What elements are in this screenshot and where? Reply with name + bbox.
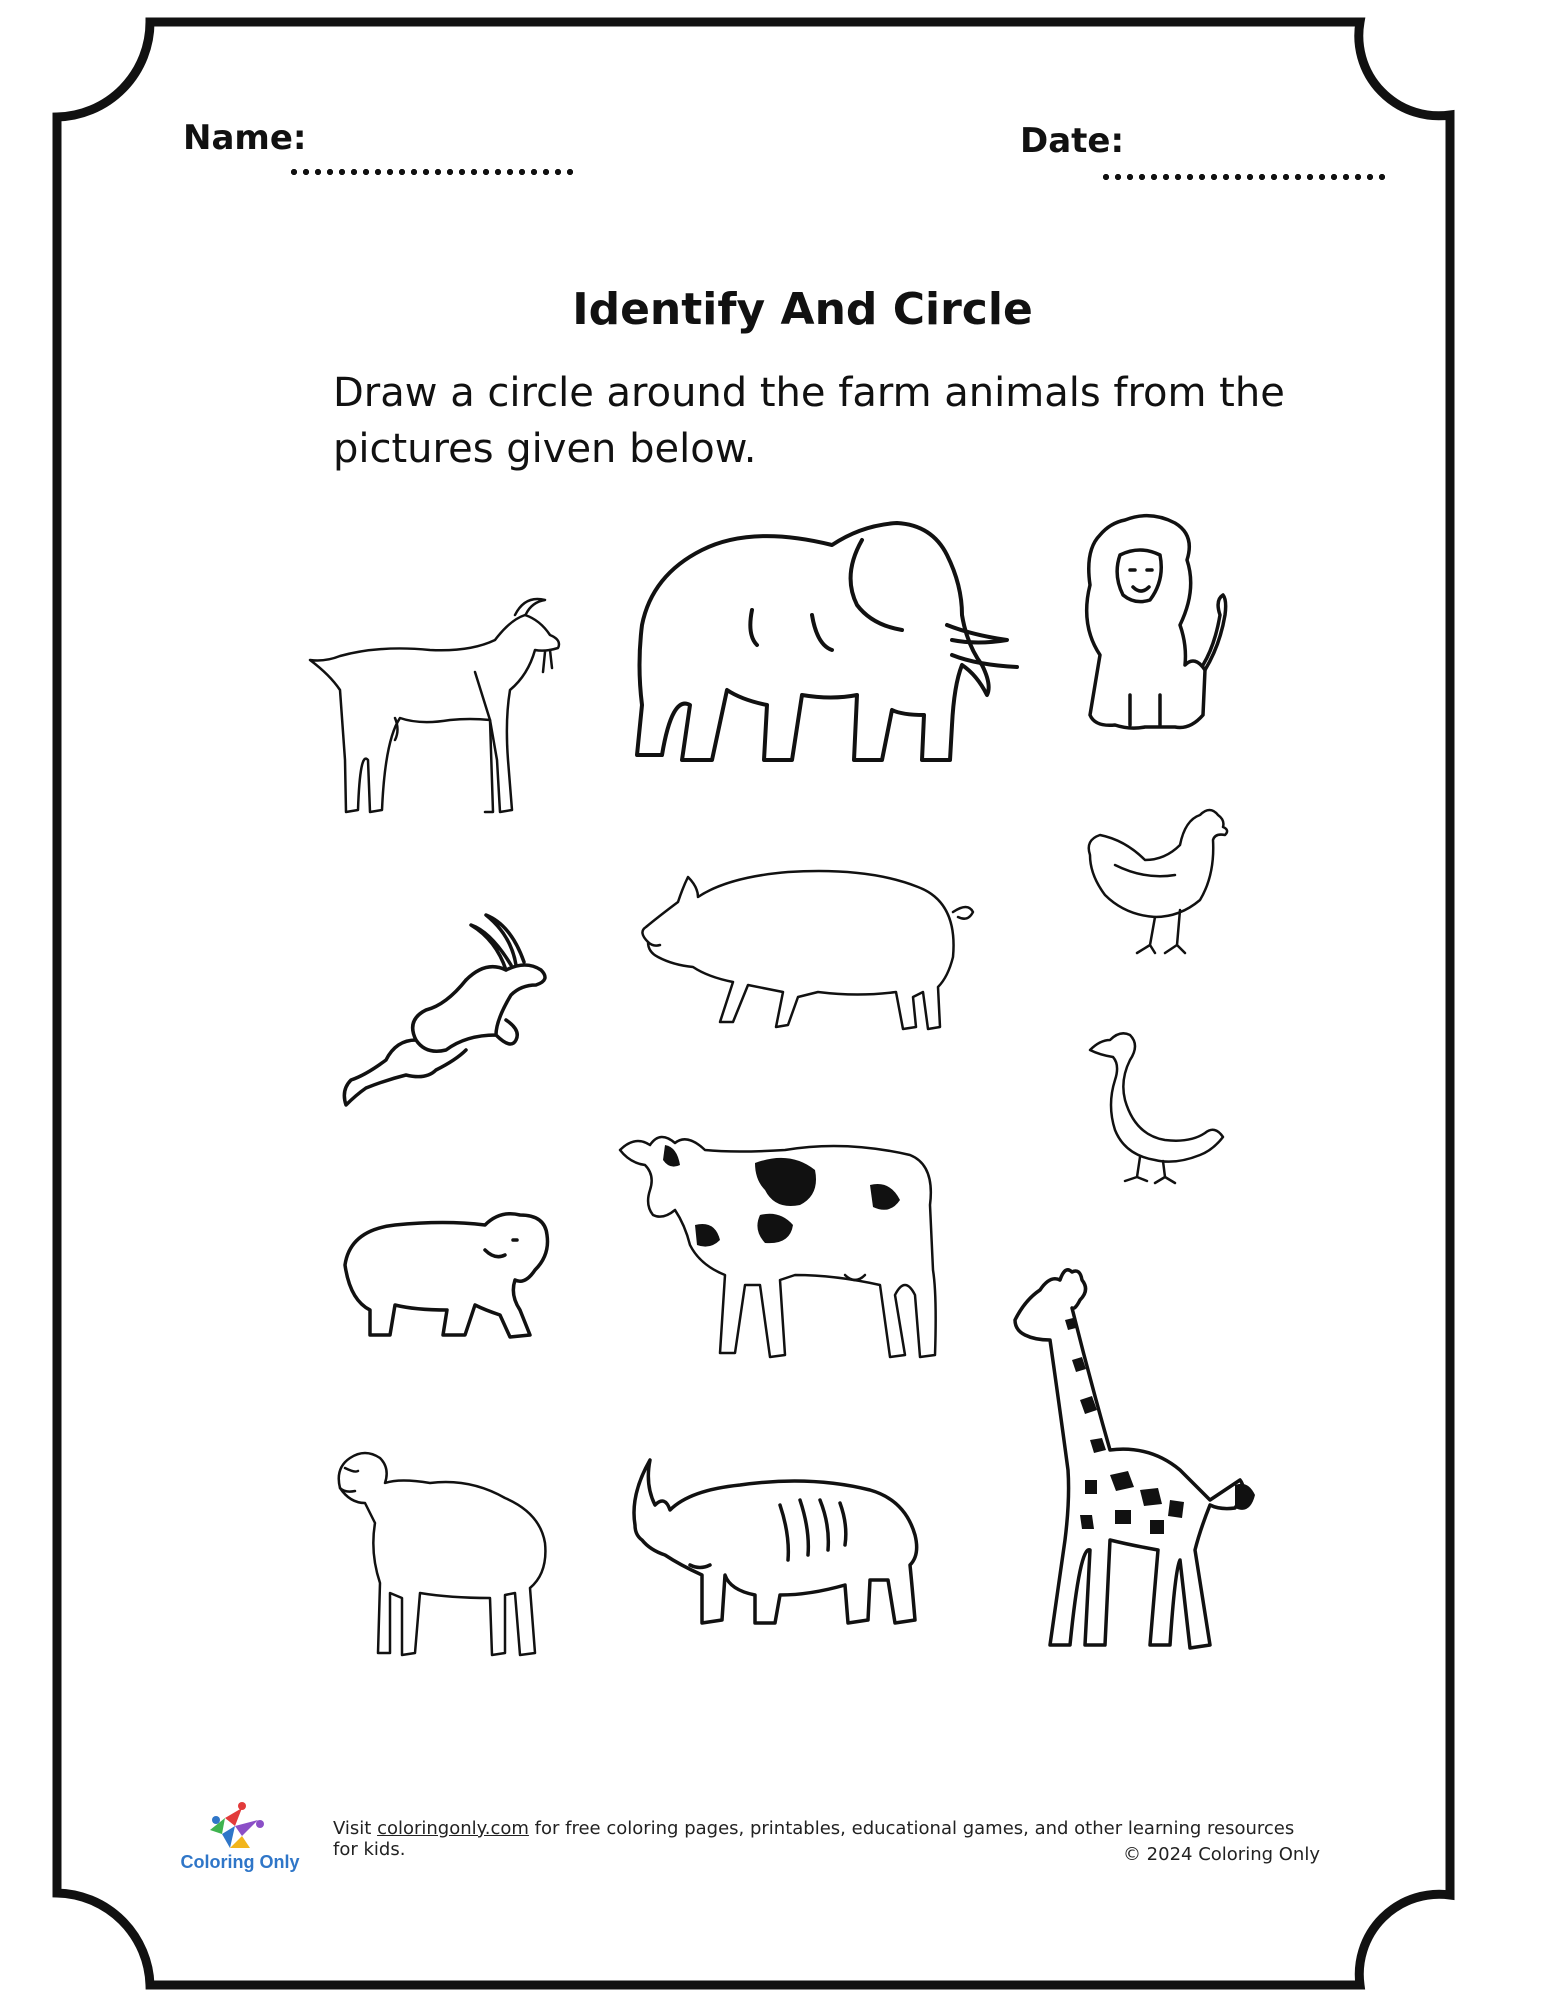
giraffe-illustration[interactable]: [1010, 1260, 1260, 1660]
rhinoceros-illustration[interactable]: [630, 1455, 925, 1630]
coloring-only-logo[interactable]: [180, 1800, 300, 1880]
antelope-illustration[interactable]: [336, 910, 554, 1115]
name-dotted-line[interactable]: [288, 168, 576, 176]
duck-illustration[interactable]: [1085, 1025, 1230, 1188]
sheep-illustration[interactable]: [330, 1443, 552, 1658]
logo-text: Coloring Only: [180, 1852, 300, 1872]
copyright-notice: © 2024 Coloring Only: [1122, 1844, 1320, 1865]
date-dotted-line[interactable]: [1100, 173, 1390, 181]
pig-illustration[interactable]: [638, 857, 983, 1037]
name-label: Name:: [183, 118, 307, 158]
date-label: Date:: [1020, 121, 1125, 161]
footer-visit-suffix: for free coloring pages, printables, educational games, and other learning resources for kids.: [333, 1818, 1295, 1860]
cow-illustration[interactable]: [615, 1125, 945, 1370]
hippopotamus-illustration[interactable]: [335, 1210, 555, 1345]
hen-illustration[interactable]: [1085, 805, 1230, 960]
goat-illustration[interactable]: [300, 590, 585, 820]
logo-star-icon: [180, 1800, 300, 1855]
worksheet-instructions: Draw a circle around the farm animals from the pictures given below.: [333, 370, 1285, 472]
coloringonly-link[interactable]: coloringonly.com: [377, 1818, 529, 1839]
lion-illustration[interactable]: [1075, 515, 1240, 740]
elephant-illustration[interactable]: [632, 515, 1022, 767]
footer-visit-prefix: Visit: [333, 1818, 378, 1839]
worksheet-title: Identify And Circle: [572, 284, 1033, 335]
